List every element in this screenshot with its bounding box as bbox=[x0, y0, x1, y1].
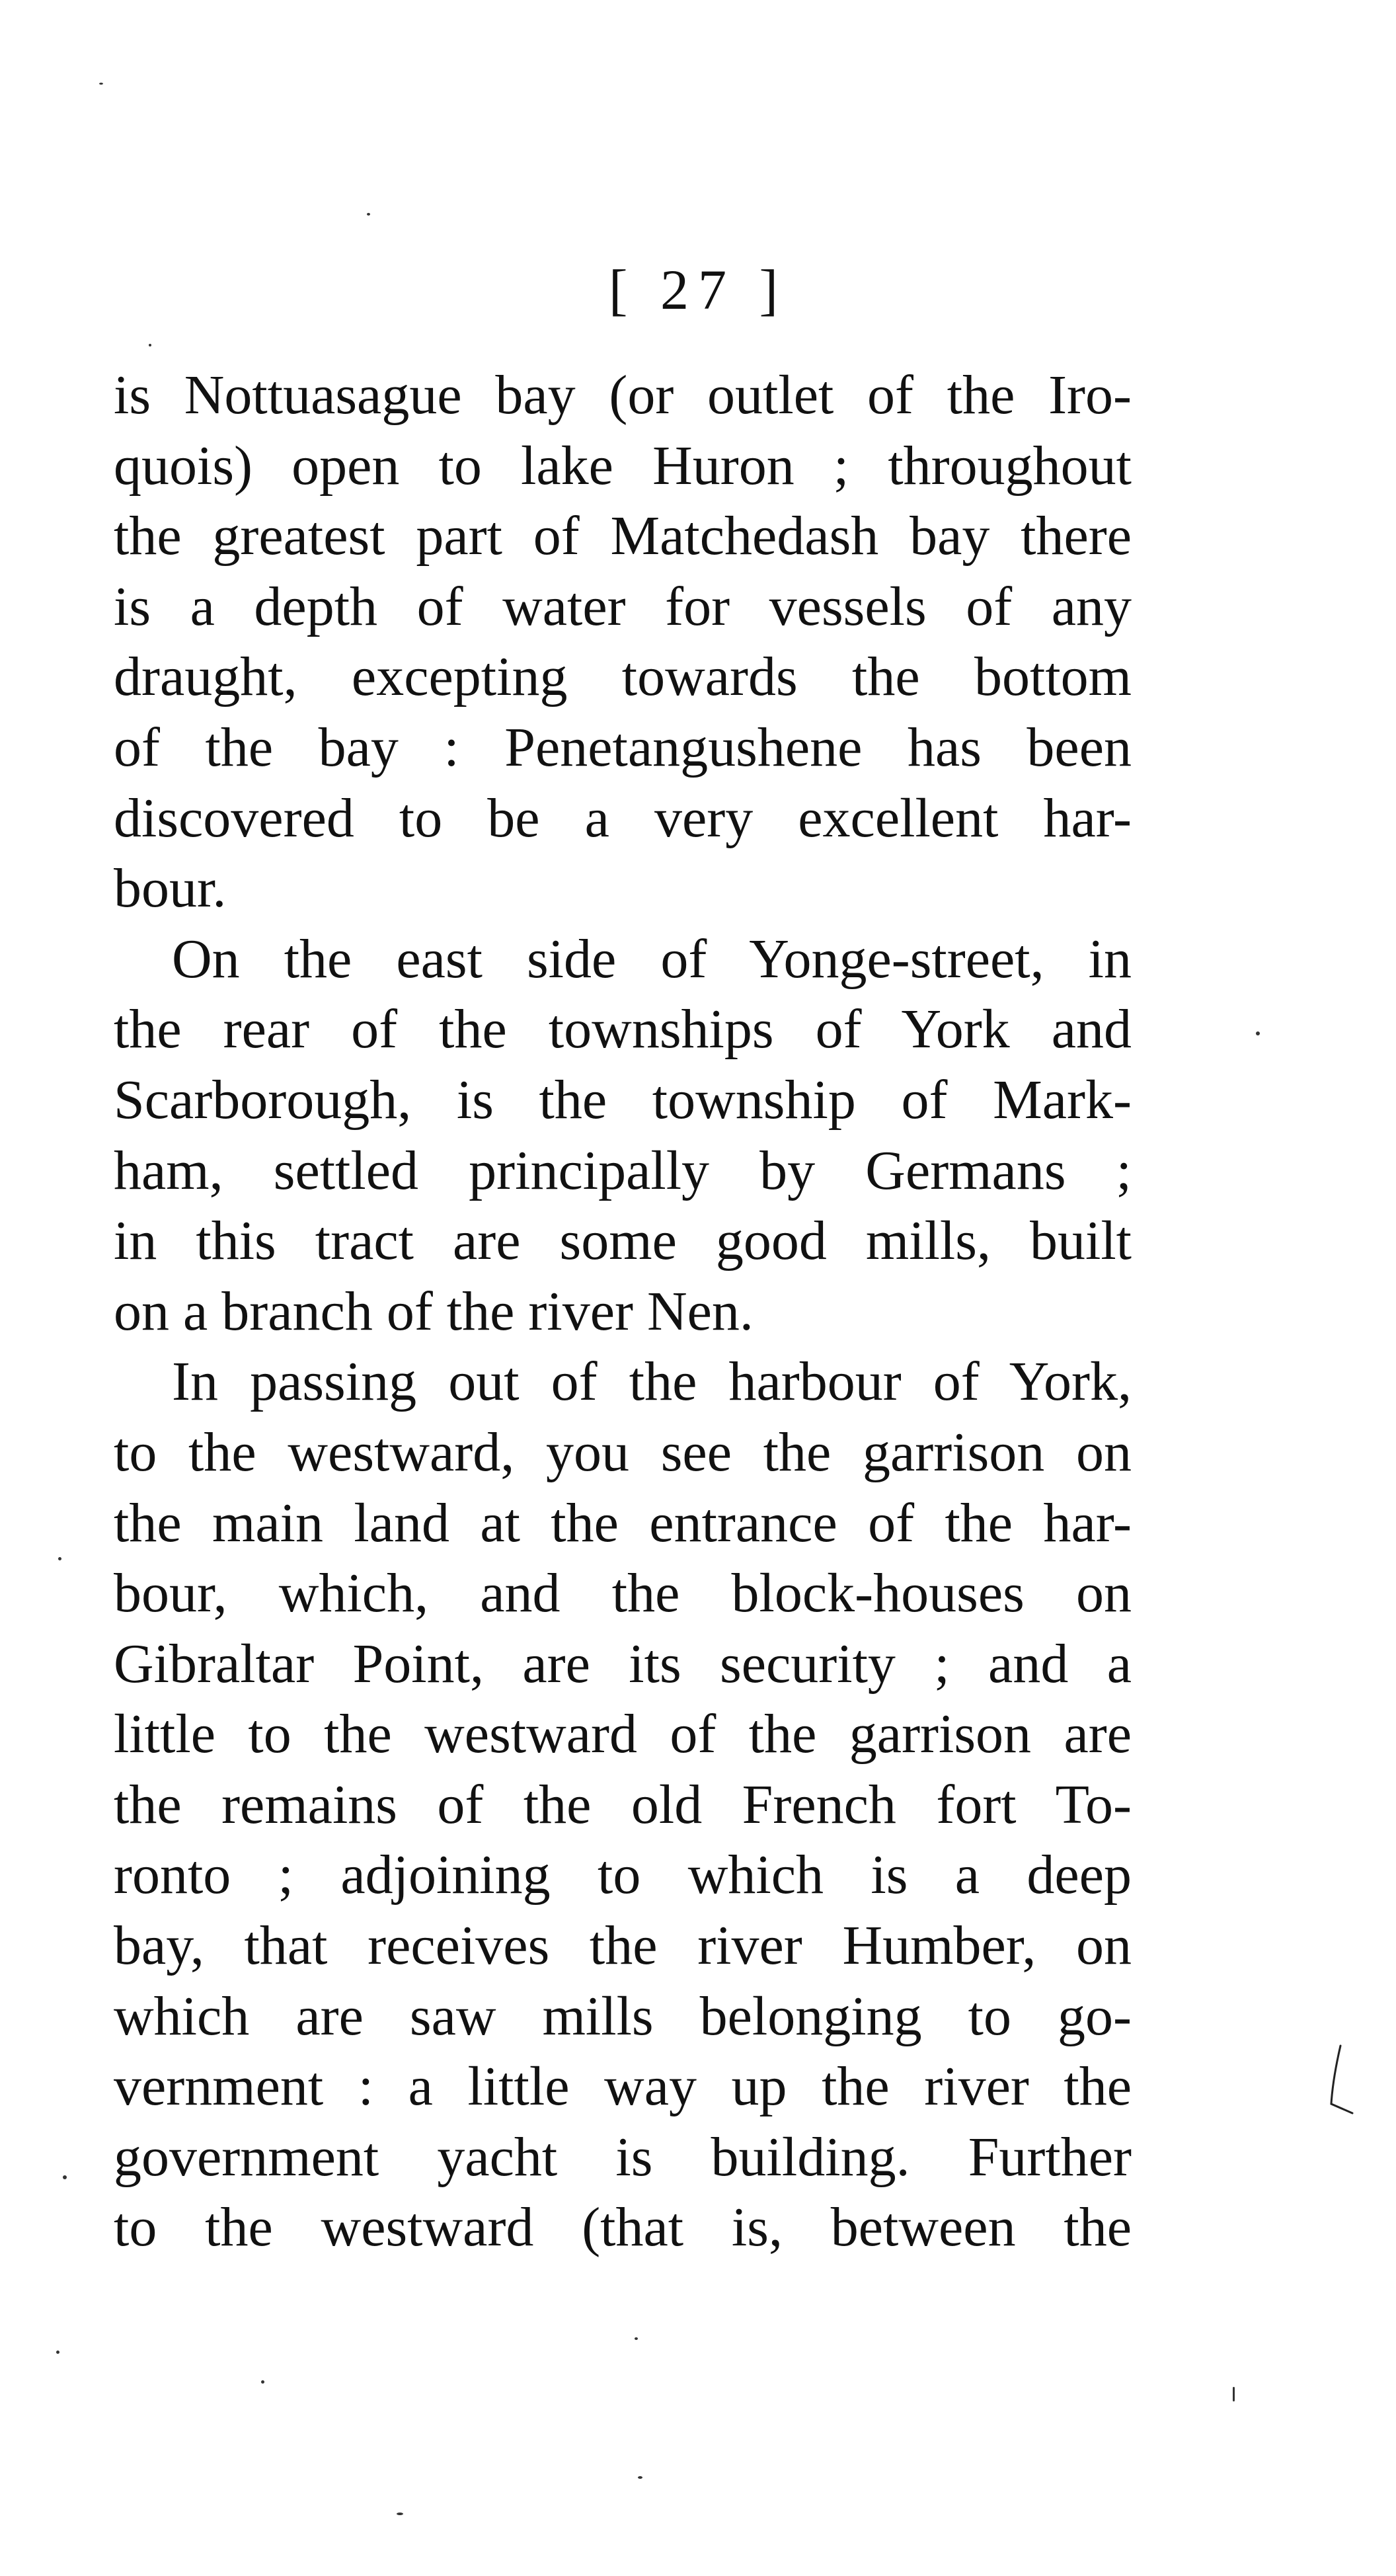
scan-speck bbox=[1233, 2387, 1235, 2401]
scan-speck bbox=[367, 213, 370, 216]
text-line: Gibraltar Point, are its security ; and a bbox=[114, 1632, 1132, 1695]
text-line: vernment : a little way up the river the bbox=[114, 2056, 1132, 2118]
scan-speck bbox=[99, 83, 103, 85]
scan-speck bbox=[58, 1557, 61, 1560]
text-line: ronto ; adjoining to which is a deep bbox=[114, 1844, 1132, 1906]
text-line: to the westward (that is, between the bbox=[114, 2196, 1132, 2259]
scan-speck bbox=[635, 2337, 638, 2340]
text-line: the rear of the townships of York and bbox=[114, 998, 1132, 1061]
scan-speck bbox=[149, 344, 151, 346]
page-number: [ 27 ] bbox=[608, 258, 788, 321]
text-line: on a branch of the river Nen. bbox=[114, 1280, 754, 1342]
text-line: In passing out of the harbour of York, bbox=[172, 1351, 1132, 1413]
text-line: which are saw mills belonging to go- bbox=[114, 1985, 1132, 2047]
text-line: the greatest part of Matchedash bay there bbox=[114, 505, 1132, 567]
text-line: government yacht is building. Further bbox=[114, 2126, 1132, 2188]
text-line: discovered to be a very excellent har- bbox=[114, 787, 1132, 849]
paragraph-3 bbox=[114, 1347, 1132, 2263]
paragraph-1 bbox=[114, 360, 1132, 924]
text-line: is a depth of water for vessels of any bbox=[114, 575, 1132, 637]
scan-speck bbox=[397, 2513, 403, 2515]
scan-speck bbox=[56, 2351, 59, 2354]
text-line: bay, that receives the river Humber, on bbox=[114, 1915, 1132, 1977]
text-line: to the westward, you see the garrison on bbox=[114, 1421, 1132, 1483]
paragraph-2 bbox=[114, 924, 1132, 1348]
text-line: bour, which, and the block-houses on bbox=[114, 1562, 1132, 1625]
scan-speck bbox=[638, 2476, 642, 2479]
body-text bbox=[114, 360, 1132, 2263]
scan-speck bbox=[63, 2175, 67, 2179]
scan-speck bbox=[1256, 1031, 1260, 1035]
scan-speck bbox=[261, 2380, 264, 2384]
text-line: in this tract are some good mills, built bbox=[114, 1210, 1132, 1272]
text-line: is Nottuasague bay (or outlet of the Iro- bbox=[114, 364, 1132, 426]
text-line: bour. bbox=[114, 858, 227, 920]
text-line: On the east side of Yonge-street, in bbox=[172, 928, 1132, 990]
text-line: Scarborough, is the township of Mark- bbox=[114, 1068, 1132, 1131]
text-line: quois) open to lake Huron ; throughout bbox=[114, 434, 1132, 497]
text-line: ham, settled principally by Germans ; bbox=[114, 1139, 1132, 1201]
text-line: little to the westward of the garrison are bbox=[114, 1703, 1132, 1765]
margin-mark bbox=[1329, 2043, 1355, 2116]
text-line: draught, excepting towards the bottom bbox=[114, 646, 1132, 708]
text-line: the remains of the old French fort To- bbox=[114, 1773, 1132, 1835]
text-line: of the bay : Penetangushene has been bbox=[114, 716, 1132, 778]
text-line: the main land at the entrance of the har- bbox=[114, 1492, 1132, 1554]
